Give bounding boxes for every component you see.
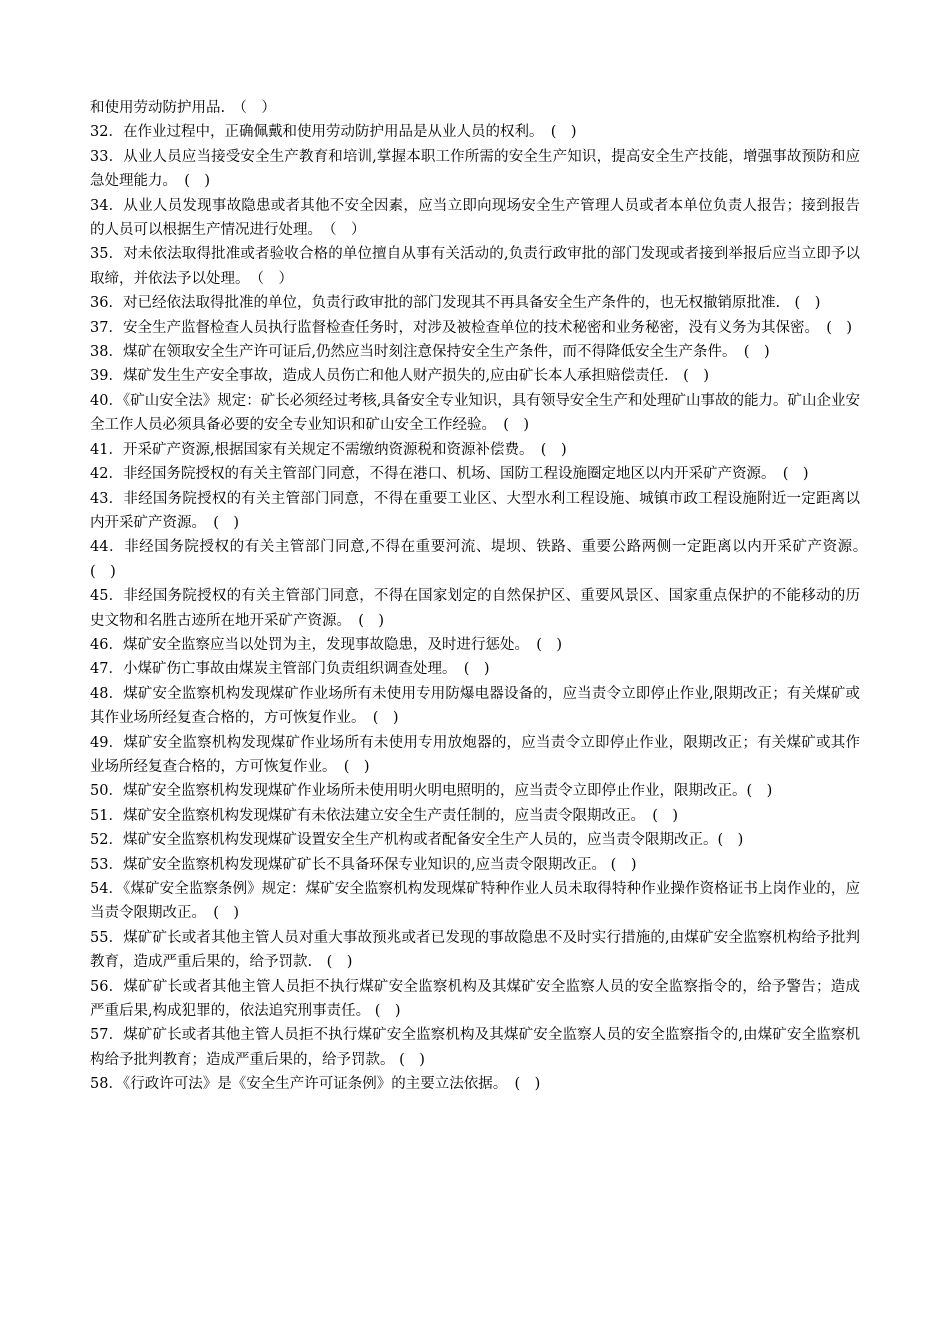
question-paragraph: 49．煤矿安全监察机构发现煤矿作业场所有未使用专用放炮器的，应当责令立即停止作业，限期改正；有关煤矿或其作业场所经复查合格的，方可恢复作业。 ( ) [90,734,860,775]
document-page [90,96,875,1097]
question-paragraph: 37．安全生产监督检查人员执行监督检查任务时，对涉及被检查单位的技术秘密和业务秘密，没有义务为其保密。 ( ) [90,319,853,336]
question-paragraph: 34．从业人员发现事故隐患或者其他不安全因素，应当立即向现场安全生产管理人员或者本单位负责人报告；接到报告的人员可以根据生产情况进行处理。 （ ） [90,197,860,239]
question-paragraph: 48．煤矿安全监察机构发现煤矿作业场所有未使用专用防爆电器设备的，应当责令立即停止作业,限期改正；有关煤矿或其作业场所经复查合格的，方可恢复作业。 ( ) [90,685,860,727]
question-paragraph: 42．非经国务院授权的有关主管部门同意，不得在港口、机场、国防工程设施圈定地区以内开采矿产资源。 ( ) [90,466,809,483]
question-paragraph: 35．对未依法取得批准或者验收合格的单位擅自从事有关活动的,负责行政审批的部门发现或者接到举报后应当立即予以取缔，并依法予以处理。 （ ） [90,246,860,287]
question-paragraph: 32．在作业过程中，正确佩戴和使用劳动防护用品是从业人员的权利。 ( ) [90,124,577,141]
question-paragraph: 56．煤矿矿长或者其他主管人员拒不执行煤矿安全监察机构及其煤矿安全监察人员的安全监察指令的，给予警告；造成严重后果,构成犯罪的，依法追究刑事责任。 ( ) [90,978,860,1020]
question-paragraph: 51．煤矿安全监察机构发现煤矿有未依法建立安全生产责任制的，应当责令限期改正。 ( ) [90,807,679,824]
question-paragraph: 53．煤矿安全监察机构发现煤矿矿长不具备环保专业知识的,应当责令限期改正。 ( ) [90,856,637,873]
question-paragraph: 和使用劳动防护用品. （ ） [90,100,276,116]
question-paragraph: 57．煤矿矿长或者其他主管人员拒不执行煤矿安全监察机构及其煤矿安全监察人员的安全监察指令的,由煤矿安全监察机构给予批判教育；造成严重后果的，给予罚款。 ( ) [90,1027,860,1068]
question-paragraph: 36．对已经依法取得批准的单位，负责行政审批的部门发现其不再具备安全生产条件的，也无权撤销原批准. ( ) [90,295,821,312]
question-paragraph: 54．《煤矿安全监察条例》规定：煤矿安全监察机构发现煤矿特种作业人员未取得特种作业操作资格证书上岗作业的，应当责令限期改正。 ( ) [90,881,860,922]
question-paragraph: 58．《行政许可法》是《安全生产许可证条例》的主要立法依据。 ( ) [90,1076,541,1093]
question-paragraph: 39．煤矿发生生产安全事故，造成人员伤亡和他人财产损失的,应由矿长本人承担赔偿责任. ( ) [90,368,709,385]
question-paragraph: 46．煤矿安全监察应当以处罚为主，发现事故隐患，及时进行惩处。 ( ) [90,636,563,653]
question-paragraph: 52．煤矿安全监察机构发现煤矿设置安全生产机构或者配备安全生产人员的，应当责令限期改正。( ) [90,832,744,849]
question-paragraph: 41．开采矿产资源,根据国家有关规定不需缴纳资源税和资源补偿费。 ( ) [90,441,567,458]
question-paragraph: 44．非经国务院授权的有关主管部门同意,不得在重要河流、堤坝、铁路、重要公路两侧一定距离以内开采矿产资源。 ( ) [90,539,875,580]
question-paragraph: 45．非经国务院授权的有关主管部门同意，不得在国家划定的自然保护区、重要风景区、国家重点保护的不能移动的历史文物和名胜古迹所在地开采矿产资源。 ( ) [90,588,860,629]
question-paragraph: 33．从业人员应当接受安全生产教育和培训,掌握本职工作所需的安全生产知识，提高安全生产技能，增强事故预防和应急处理能力。 ( ) [90,148,860,190]
question-paragraph: 55．煤矿矿长或者其他主管人员对重大事故预兆或者已发现的事故隐患不及时实行措施的,由煤矿安全监察机构给予批判教育，造成严重后果的，给予罚款. ( ) [90,929,860,971]
question-paragraph: 43．非经国务院授权的有关主管部门同意，不得在重要工业区、大型水利工程设施、城镇市政工程设施附近一定距离以内开采矿产资源。 ( ) [90,490,860,531]
question-paragraph: 38．煤矿在领取安全生产许可证后,仍然应当时刻注意保持安全生产条件，而不得降低安全生产条件。 ( ) [90,344,770,361]
question-paragraph: 40．《矿山安全法》规定：矿长必须经过考核,具备安全专业知识，具有领导安全生产和处理矿山事故的能力。矿山企业安全工作人员必须具备必要的安全专业知识和矿山安全工作经验。 ( ) [90,392,860,434]
question-paragraph: 50．煤矿安全监察机构发现煤矿作业场所未使用明火明电照明的，应当责令立即停止作业，限期改正。( ) [90,783,773,800]
question-paragraph: 47．小煤矿伤亡事故由煤炭主管部门负责组织调查处理。 ( ) [90,661,490,678]
